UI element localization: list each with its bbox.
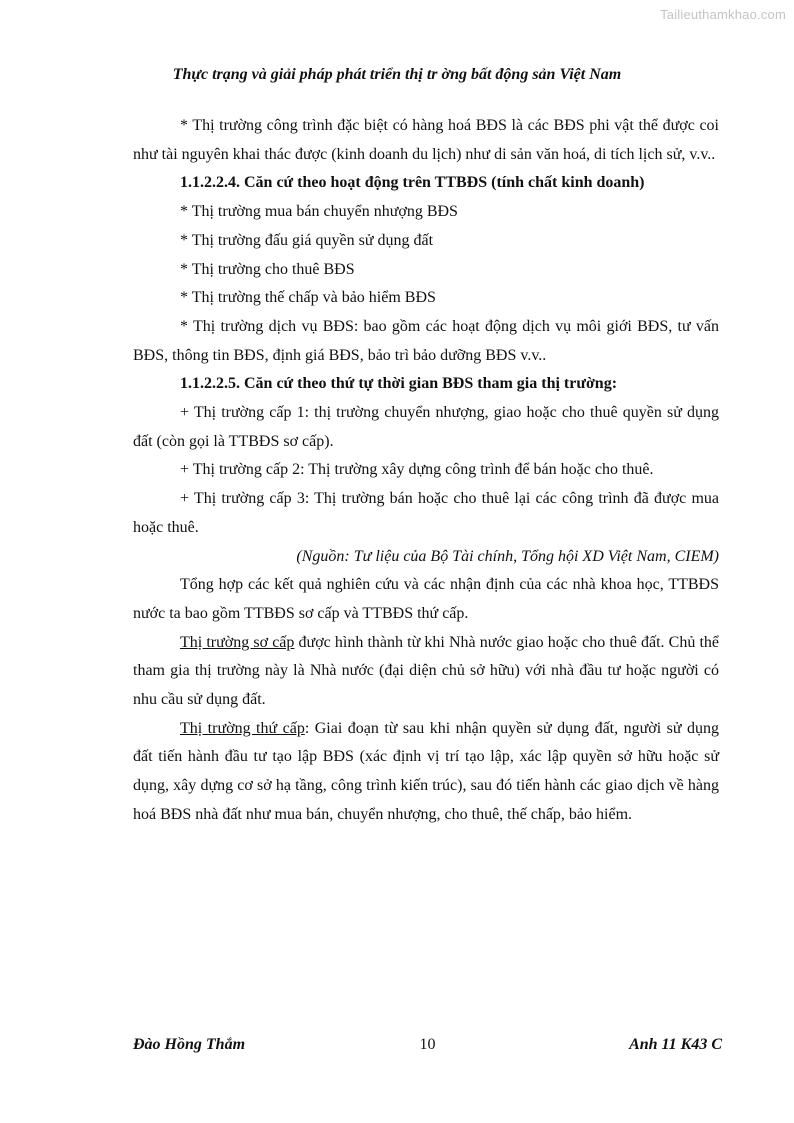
paragraph-special-market: * Thị trường công trình đặc biệt có hàng hoá BĐS là các BĐS phi vật thể được coi như tài nguyên khai thác được (kinh doanh du lịch) như di sản văn hoá, di tích lịch sử, v.v.. — [133, 117, 719, 163]
watermark-text: Tailieuthamkhao.com — [660, 7, 786, 22]
paragraph-summary: Tổng hợp các kết quả nghiên cứu và các nhận định của các nhà khoa học, TTBĐS nước ta bao gồm TTBĐS sơ cấp và TTBĐS thứ cấp. — [133, 576, 719, 622]
section-heading-1-1-2-2-4: 1.1.2.2.4. Căn cứ theo hoạt động trên TTBĐS (tính chất kinh doanh) — [180, 174, 645, 192]
bullet-auction-market: * Thị trường đấu giá quyền sử dụng đất — [180, 231, 434, 249]
level-2-market: + Thị trường cấp 2: Thị trường xây dựng công trình để bán hoặc cho thuê. — [180, 461, 654, 479]
paragraph-secondary-market — [133, 715, 719, 830]
level-3-market: + Thị trường cấp 3: Thị trường bán hoặc cho thuê lại các công trình đã được mua hoặc thuê. — [133, 490, 719, 536]
term-primary-market: Thị trường sơ cấp — [180, 633, 295, 651]
bullet-service-market: * Thị trường dịch vụ BĐS: bao gồm các hoạt động dịch vụ môi giới BĐS, tư vấn BĐS, thông tin BĐS, định giá BĐS, bảo trì bảo dưỡng BĐS v.v.. — [133, 317, 719, 364]
section-heading-1-1-2-2-5: 1.1.2.2.5. Căn cứ theo thứ tự thời gian BĐS tham gia thị trường: — [180, 375, 618, 393]
running-header-title: Thực trạng và giải pháp phát triển thị tr ờng bất động sản Việt Nam — [172, 66, 622, 83]
level-1-market: + Thị trường cấp 1: thị trường chuyển nhượng, giao hoặc cho thuê quyền sử dụng đất (còn gọi là TTBĐS sơ cấp). — [133, 404, 719, 450]
page-footer — [133, 1036, 722, 1058]
source-citation: (Nguồn: Tư liệu của Bộ Tài chính, Tổng hội XD Việt Nam, CIEM) — [296, 547, 719, 565]
bullet-mortgage-market: * Thị trường thế chấp và bảo hiểm BĐS — [180, 289, 436, 307]
footer-page-number: 10 — [419, 1036, 436, 1053]
primary-market-description: được hình thành từ khi Nhà nước giao hoặc cho thuê đất. Chủ thể tham gia thị trường này là Nhà nước (đại diện chủ sở hữu) với nhà đầu tư hoặc người có nhu cầu sử dụng đất. — [133, 633, 720, 709]
term-secondary-market: Thị trường thứ cấp — [180, 719, 305, 737]
bullet-buy-sell-market: * Thị trường mua bán chuyển nhượng BĐS — [180, 203, 458, 221]
paragraph-primary-market — [133, 629, 719, 715]
secondary-market-description: : Giai đoạn từ sau khi nhận quyền sử dụng đất, người sử dụng đất tiến hành đầu tư tạo lập BĐS (xác định vị trí tạo lập, xác lập quyền sở hữu hoặc sử dụng, xây dựng cơ sở hạ tầng, công trình kiến trúc), sau đó tiến hành các giao dịch về hàng hoá BĐS nhà đất như mua bán, chuyển nhượng, cho thuê, thế chấp, bảo hiểm. — [133, 719, 719, 823]
bullet-rental-market: * Thị trường cho thuê BĐS — [180, 260, 355, 278]
document-body — [133, 112, 719, 830]
footer-author: Đào Hồng Thắm — [133, 1036, 246, 1053]
footer-class: Anh 11 K43 C — [629, 1036, 722, 1053]
